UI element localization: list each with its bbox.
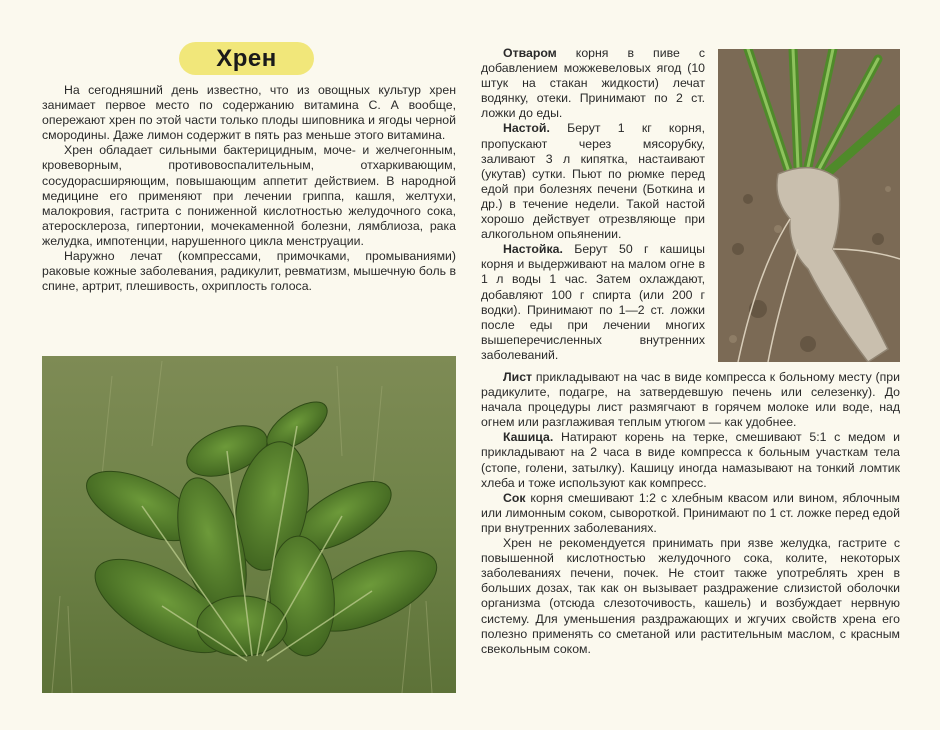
recipe-lead: Кашица.: [503, 430, 554, 445]
recipe-paragraph: [481, 491, 900, 536]
recipe-lead: Отваром: [503, 46, 557, 60]
recipe-text: корня смешивают 1:2 с хлебным квасом или вином, яблочным или лимонным соком, сывороткой. Принимают по 1 ст. ложке перед едой при внутренних заболеваниях.: [481, 490, 900, 535]
recipe-text: прикладывают на час в виде компресса к больному месту (при радикулите, подагре, на затвердевшую печень или селезенку). До начала процедуры лист размягчают в горячем молоке или воде, над огнем или разглаживая теплым утюгом — как удобнее.: [481, 370, 900, 430]
paragraph: На сегодняшний день известно, что из овощных культур хрен занимает первое место по содержанию витамина С. А вообще, опережают хрен по этой части только плоды шиповника и ягоды черной смородины. Даже лимон содержит в пять раз меньше этого витамина.: [42, 83, 456, 143]
recipe-paragraph: [481, 121, 705, 242]
recipes-bottom: [481, 370, 900, 657]
recipe-lead: Настойка.: [503, 242, 563, 257]
warning-paragraph: [481, 536, 900, 657]
recipes-top: [481, 46, 705, 363]
paragraph: Наружно лечат (компрессами, примочками, промываниями) раковые кожные заболевания, радикулит, ревматизм, мышечную боль в спине, артрит, плешивость, охриплость голоса.: [42, 249, 456, 294]
intro-text: [42, 83, 456, 294]
recipe-text: Берут 1 кг корня, пропускают через мясорубку, заливают 3 л кипятка, настаивают (укутав) сутки. Пьют по рюмке перед едой при болезнях печени (Боткина и др.) в течение недели. Такой настой хорошо действует отрезвляюще при алкогольном опьянении.: [481, 121, 705, 242]
warning-text: Хрен не рекомендуется принимать при язве желудка, гастрите с повышенной кислотностью желудочного сока, колите, некоторых заболеваниях печени, почек. Не стоит также употреблять хрен в больших дозах, так как он вызывает раздражение слизистой оболочки организма (отсюда слезоточивость, кашель) и возбуждает нервную систему. Для уменьшения раздражающих и жгучих свойств хрена его полезно применять со сметаной или растительным маслом, с красным свекольным соком.: [481, 536, 900, 656]
recipe-lead: Настой.: [503, 121, 550, 136]
recipe-paragraph: [481, 430, 900, 490]
recipe-paragraph: [481, 242, 705, 363]
recipe-paragraph: [481, 46, 705, 121]
title-badge: [179, 42, 314, 75]
page-title: Хрен: [216, 44, 277, 72]
recipe-text: Берут 50 г кашицы корня и выдерживают на малом огне в 1 л воды 1 час. Затем охлаждают, добавляют 100 г спирта (или 200 г водки). Принимают по 1—2 ст. ложки после еды при лечении многих вышеперечисленных внутренних заболеваний.: [481, 242, 705, 362]
horseradish-plant-photo: [42, 356, 456, 693]
recipe-lead: Сок: [503, 490, 526, 505]
horseradish-root-photo: [718, 49, 900, 362]
recipe-text: корня в пиве с добавлением можжевеловых ягод (10 штук на стакан жидкости) лечат водянку, отеки. Принимают по 2 ст. ложки до еды.: [481, 46, 705, 121]
recipe-text: Натирают корень на терке, смешивают 5:1 с медом и прикладывают на 2 часа в виде компресса к больным участкам тела (стопе, голени, затылку). Кашицу иногда намазывают на тонкий ломтик хлеба и тоже используют как компресс.: [481, 430, 900, 490]
paragraph: Хрен обладает сильными бактерицидным, моче- и желчегонным, кровеворным, противовоспалительным, отхаркивающим, сосудорасширяющим, повышающим аппетит действием. В народной медицине его применяют при лечении гриппа, кашля, желтухи, малокровия, гастрита с пониженной кислотностью желудочного сока, атеросклероза, гипертонии, мочекаменной болезни, лямблиоза, рака желудка, импотенции, нарушенного цикла менструации.: [42, 143, 456, 248]
recipe-lead: Лист: [503, 370, 533, 384]
recipe-paragraph: [481, 370, 900, 430]
